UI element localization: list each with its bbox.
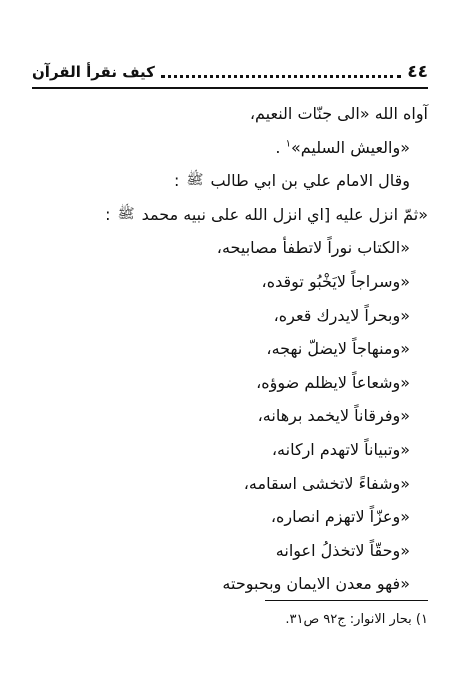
book-title: كيف نقرأ القرآن <box>32 63 155 81</box>
header-rule <box>32 87 428 89</box>
honorific-seal-icon: ﷺ <box>186 172 204 189</box>
text-line: وقال الامام علي بن ابي طالب ﷺ : <box>60 164 428 198</box>
text-line: «وشعاعاً لايظلم ضوؤه، <box>256 372 410 392</box>
text-line: «وشفاءً لاتخشى اسقامه، <box>243 473 410 493</box>
header-dot-leader <box>161 75 401 78</box>
text-line: «وسراجاً لايَخْبُو توقده، <box>261 271 410 291</box>
text-line: «ثمّ انزل عليه [اي انزل الله على نبيه محمد ﷺ : <box>60 198 428 232</box>
text-line: «ومنهاجاً لايضلّ نهجه، <box>266 339 410 359</box>
text-line: «وفرقاناً لايخمد برهانه، <box>257 406 410 426</box>
page-header <box>32 58 428 86</box>
text-line: «وبحراً لايدرك قعره، <box>273 305 410 325</box>
text-line: «فهو معدن الايمان وبحبوحته <box>222 574 410 594</box>
body-text <box>60 97 428 601</box>
text-line: «وعزّاً لاتهزم انصاره، <box>270 507 410 527</box>
text-line: «وتبياناً لاتهدم اركانه، <box>271 439 410 459</box>
text-line: «الكتاب نوراً لاتطفأ مصابيحه، <box>216 238 410 258</box>
footnote: ١) بحار الانوار: ج٩٢ ص٣١. <box>285 612 428 627</box>
footnote-rule <box>265 600 428 601</box>
text-line: آواه الله «الى جنّات النعيم، <box>249 104 428 123</box>
footnote-mark: ١ <box>285 138 291 150</box>
text-line: «والعيش السليم»$^١$ . <box>275 137 410 157</box>
honorific-seal-icon: ﷺ <box>117 205 135 222</box>
page-number: ٤٤ <box>407 62 428 82</box>
text-line: «وحقّاً لاتخذلُ اعوانه <box>275 540 410 560</box>
